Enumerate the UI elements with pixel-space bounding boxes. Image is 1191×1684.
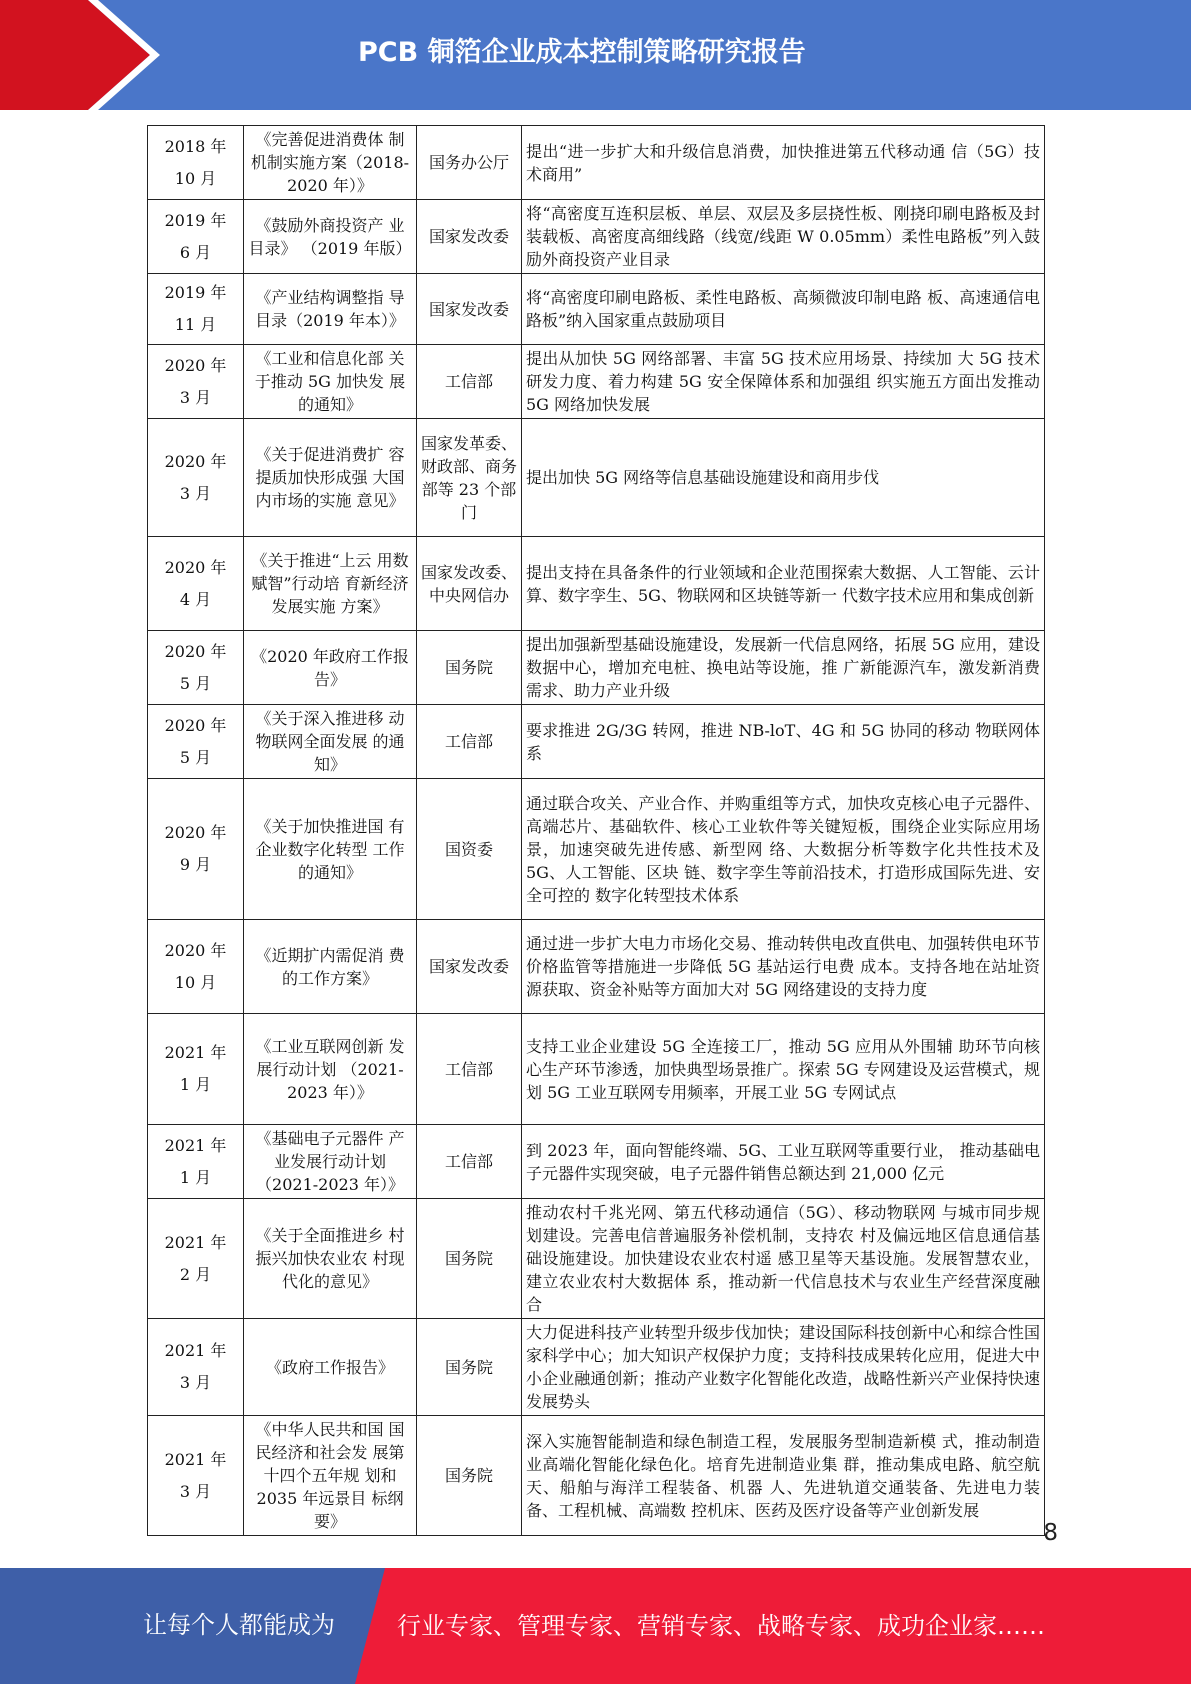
date-cell: 2020 年 3 月 xyxy=(148,419,244,537)
content-cell: 将“高密度互连积层板、单层、双层及多层挠性板、刚挠印刷电路板及封装载板、高密度高细线路（线宽/线距 W 0.05mm）柔性电路板”列入鼓励外商投资产业目录 xyxy=(522,200,1045,274)
content-cell: 到 2023 年，面向智能终端、5G、工业互联网等重要行业， 推动基础电子元器件实现突破，电子元器件销售总额达到 21,000 亿元 xyxy=(522,1125,1045,1199)
footer-slogan-lead: 让每个人都能成为 xyxy=(143,1611,335,1639)
content-cell: 提出“进一步扩大和升级信息消费，加快推进第五代移动通 信（5G）技术商用” xyxy=(522,126,1045,200)
date-cell: 2020 年 5 月 xyxy=(148,705,244,779)
content-cell: 要求推进 2G/3G 转网，推进 NB-loT、4G 和 5G 协同的移动 物联网体系 xyxy=(522,705,1045,779)
content-cell: 提出加强新型基础设施建设，发展新一代信息网络，拓展 5G 应用，建设数据中心，增加充电桩、换电站等设施，推 广新能源汽车，激发新消费需求、助力产业升级 xyxy=(522,631,1045,705)
table-row xyxy=(148,345,1045,419)
department-cell: 工信部 xyxy=(417,1125,522,1199)
department-cell: 国务院 xyxy=(417,1416,522,1536)
content-cell: 深入实施智能制造和绿色制造工程，发展服务型制造新模 式，推动制造业高端化智能化绿色化。培育先进制造业集 群，推动集成电路、航空航天、船舶与海洋工程装备、机器 人、先进轨道交通装备、先进电力装备、工程机械、高端数 控机床、医药及医疗设备等产业创新发展 xyxy=(522,1416,1045,1536)
document-cell: 《政府工作报告》 xyxy=(244,1319,417,1416)
table-row xyxy=(148,920,1045,1014)
document-cell: 《2020 年政府工作报告》 xyxy=(244,631,417,705)
document-cell: 《鼓励外商投资产 业目录》 （2019 年版） xyxy=(244,200,417,274)
date-cell: 2021 年 3 月 xyxy=(148,1319,244,1416)
date-cell: 2021 年 1 月 xyxy=(148,1125,244,1199)
table-row xyxy=(148,1014,1045,1125)
document-cell: 《工业和信息化部 关于推动 5G 加快发 展的通知》 xyxy=(244,345,417,419)
document-cell: 《近期扩内需促消 费的工作方案》 xyxy=(244,920,417,1014)
document-cell: 《关于全面推进乡 村振兴加快农业农 村现代化的意见》 xyxy=(244,1199,417,1319)
table-row xyxy=(148,1199,1045,1319)
document-cell: 《完善促进消费体 制机制实施方案（2018-2020 年）》 xyxy=(244,126,417,200)
content-cell: 提出加快 5G 网络等信息基础设施建设和商用步伐 xyxy=(522,419,1045,537)
document-cell: 《中华人民共和国 国民经济和社会发 展第十四个五年规 划和 2035 年远景目 标纲要》 xyxy=(244,1416,417,1536)
department-cell: 国务院 xyxy=(417,1319,522,1416)
document-cell: 《关于深入推进移 动物联网全面发展 的通知》 xyxy=(244,705,417,779)
department-cell: 国家发改委 xyxy=(417,274,522,345)
document-cell: 《关于促进消费扩 容提质加快形成强 大国内市场的实施 意见》 xyxy=(244,419,417,537)
date-cell: 2020 年 9 月 xyxy=(148,779,244,920)
content-cell: 通过联合攻关、产业合作、并购重组等方式，加快攻克核心电子元器件、高端芯片、基础软件、核心工业软件等关键短板，围绕企业实际应用场景，加速突破先进传感、新型网 络、大数据分析等数字化共性技术及 5G、人工智能、区块 链、数字孪生等前沿技术，打造形成国际先进、安全可控的 数字化转型技术体系 xyxy=(522,779,1045,920)
date-cell: 2018 年 10 月 xyxy=(148,126,244,200)
department-cell: 工信部 xyxy=(417,705,522,779)
page-header xyxy=(0,0,1191,110)
content-cell: 推动农村千兆光网、第五代移动通信（5G）、移动物联网 与城市同步规划建设。完善电信普遍服务补偿机制，支持农 村及偏远地区信息通信基础设施建设。加快建设农业农村遥 感卫星等天基设施。发展智慧农业，建立农业农村大数据体 系，推动新一代信息技术与农业生产经营深度融合 xyxy=(522,1199,1045,1319)
date-cell: 2020 年 5 月 xyxy=(148,631,244,705)
table-row xyxy=(148,779,1045,920)
table-row xyxy=(148,1416,1045,1536)
date-cell: 2021 年 2 月 xyxy=(148,1199,244,1319)
department-cell: 国家发革委、财政部、商务部等 23 个部门 xyxy=(417,419,522,537)
date-cell: 2020 年 3 月 xyxy=(148,345,244,419)
content-cell: 提出支持在具备条件的行业领域和企业范围探索大数据、人工智能、云计算、数字孪生、5G、物联网和区块链等新一 代数字技术应用和集成创新 xyxy=(522,537,1045,631)
content-cell: 支持工业企业建设 5G 全连接工厂，推动 5G 应用从外围辅 助环节向核心生产环节渗透，加快典型场景推广。探索 5G 专网建设及运营模式，规划 5G 工业互联网专用频率，开展工业 5G 专网试点 xyxy=(522,1014,1045,1125)
report-title: PCB 铜箔企业成本控制策略研究报告 xyxy=(358,37,806,68)
department-cell: 工信部 xyxy=(417,345,522,419)
table-row xyxy=(148,1319,1045,1416)
page-number: 8 xyxy=(1043,1520,1058,1546)
table-row xyxy=(148,200,1045,274)
department-cell: 国家发改委、中央网信办 xyxy=(417,537,522,631)
document-cell: 《关于加快推进国 有企业数字化转型 工作的通知》 xyxy=(244,779,417,920)
table-row xyxy=(148,631,1045,705)
document-cell: 《工业互联网创新 发展行动计划 （2021-2023 年）》 xyxy=(244,1014,417,1125)
department-cell: 国务办公厅 xyxy=(417,126,522,200)
content-cell: 大力促进科技产业转型升级步伐加快；建设国际科技创新中心和综合性国家科学中心；加大知识产权保护力度；支持科技成果转化应用，促进大中小企业融通创新；推动产业数字化智能化改造，战略性新兴产业保持快速发展势头 xyxy=(522,1319,1045,1416)
department-cell: 工信部 xyxy=(417,1014,522,1125)
department-cell: 国务院 xyxy=(417,1199,522,1319)
content-cell: 通过进一步扩大电力市场化交易、推动转供电改直供电、加强转供电环节价格监管等措施进一步降低 5G 基站运行电费 成本。支持各地在站址资源获取、资金补贴等方面加大对 5G 网络建设的支持力度 xyxy=(522,920,1045,1014)
table-row xyxy=(148,419,1045,537)
table-row xyxy=(148,537,1045,631)
policy-table-container xyxy=(147,125,1044,1531)
department-cell: 国家发改委 xyxy=(417,920,522,1014)
content-cell: 提出从加快 5G 网络部署、丰富 5G 技术应用场景、持续加 大 5G 技术研发力度、着力构建 5G 安全保障体系和加强组 织实施五方面出发推动 5G 网络加快发展 xyxy=(522,345,1045,419)
department-cell: 国务院 xyxy=(417,631,522,705)
date-cell: 2019 年 11 月 xyxy=(148,274,244,345)
footer-slogan-roles: 行业专家、管理专家、营销专家、战略专家、成功企业家…… xyxy=(397,1612,1045,1640)
date-cell: 2020 年 4 月 xyxy=(148,537,244,631)
policy-table-body xyxy=(148,126,1045,1536)
header-red-chevron xyxy=(0,0,150,110)
document-cell: 《产业结构调整指 导目录（2019 年本）》 xyxy=(244,274,417,345)
table-row xyxy=(148,274,1045,345)
table-row xyxy=(148,705,1045,779)
content-cell: 将“高密度印刷电路板、柔性电路板、高频微波印制电路 板、高速通信电路板”纳入国家重点鼓励项目 xyxy=(522,274,1045,345)
table-row xyxy=(148,126,1045,200)
date-cell: 2021 年 3 月 xyxy=(148,1416,244,1536)
date-cell: 2019 年 6 月 xyxy=(148,200,244,274)
date-cell: 2020 年 10 月 xyxy=(148,920,244,1014)
document-cell: 《基础电子元器件 产业发展行动计划（2021-2023 年）》 xyxy=(244,1125,417,1199)
page-footer xyxy=(0,1568,1191,1684)
document-cell: 《关于推进“上云 用数赋智”行动培 育新经济发展实施 方案》 xyxy=(244,537,417,631)
department-cell: 国家发改委 xyxy=(417,200,522,274)
date-cell: 2021 年 1 月 xyxy=(148,1014,244,1125)
table-row xyxy=(148,1125,1045,1199)
department-cell: 国资委 xyxy=(417,779,522,920)
policy-table xyxy=(147,125,1045,1536)
